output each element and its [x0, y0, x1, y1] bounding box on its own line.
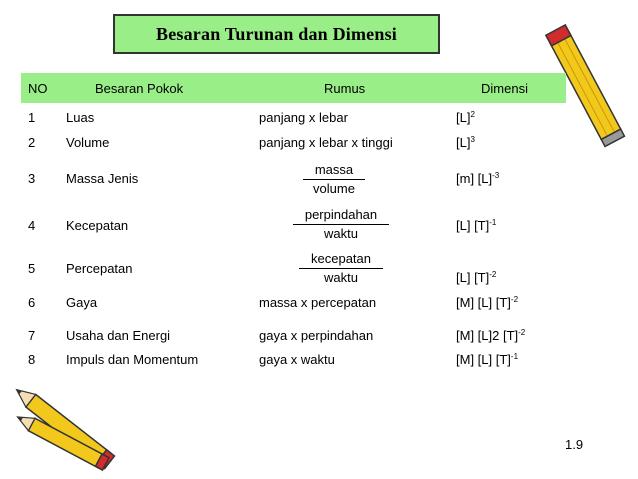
row-dimensi: [m] $[L]^{-3}$: [456, 171, 500, 186]
row-dimensi: $[L]^2$: [456, 110, 475, 125]
header-besaran-pokok: Besaran Pokok: [95, 81, 184, 96]
formula-fraction: [299, 251, 383, 285]
pencil-icon-bottom-left: [0, 380, 130, 479]
row-no: 4: [28, 218, 36, 233]
fraction-numerator: kecepatan: [299, 251, 383, 269]
row-no: 2: [28, 135, 36, 150]
row-dimensi: $[L]^3$: [456, 135, 475, 150]
row-no: 1: [28, 110, 36, 125]
row-besaran: Impuls dan Momentum: [66, 352, 199, 367]
row-rumus: panjang x lebar: [259, 110, 348, 125]
formula-fraction: [293, 207, 389, 241]
row-no: 7: [28, 328, 36, 343]
row-no: 5: [28, 261, 36, 276]
fraction-numerator: perpindahan: [293, 207, 389, 225]
row-no: 8: [28, 352, 36, 367]
fraction-denominator: waktu: [324, 226, 358, 241]
row-rumus: massa x percepatan: [259, 295, 377, 310]
row-rumus: gaya x waktu: [259, 352, 335, 367]
row-dimensi: [L] $[T]^{-2}$: [456, 270, 497, 285]
header-dimensi: Dimensi: [481, 81, 528, 96]
row-no: 3: [28, 171, 36, 186]
row-rumus: panjang x lebar x tinggi: [259, 135, 393, 150]
row-rumus: gaya x perpindahan: [259, 328, 374, 343]
formula-fraction: [303, 162, 365, 196]
fraction-denominator: waktu: [324, 270, 358, 285]
row-besaran: Volume: [66, 135, 110, 150]
row-besaran: Luas: [66, 110, 95, 125]
row-dimensi: [M] [L]2 $[T]^{-2}$: [456, 328, 526, 343]
row-no: 6: [28, 295, 36, 310]
row-besaran: Usaha dan Energi: [66, 328, 171, 343]
row-besaran: Percepatan: [66, 261, 133, 276]
table-header: [21, 73, 566, 103]
row-besaran: Gaya: [66, 295, 98, 310]
row-besaran: Kecepatan: [66, 218, 129, 233]
row-dimensi: [M] [L] $[T]^{-2}$: [456, 295, 519, 310]
header-rumus: Rumus: [324, 81, 366, 96]
fraction-numerator: massa: [303, 162, 365, 180]
page-number: 1.9: [565, 437, 584, 452]
header-no: NO: [28, 81, 48, 96]
page-title: Besaran Turunan dan Dimensi: [113, 14, 440, 54]
row-dimensi: [L] $[T]^{-1}$: [456, 218, 497, 233]
row-dimensi: [M] [L] $[T]^{-1}$: [456, 352, 519, 367]
row-besaran: Massa Jenis: [66, 171, 139, 186]
fraction-denominator: volume: [313, 181, 355, 196]
